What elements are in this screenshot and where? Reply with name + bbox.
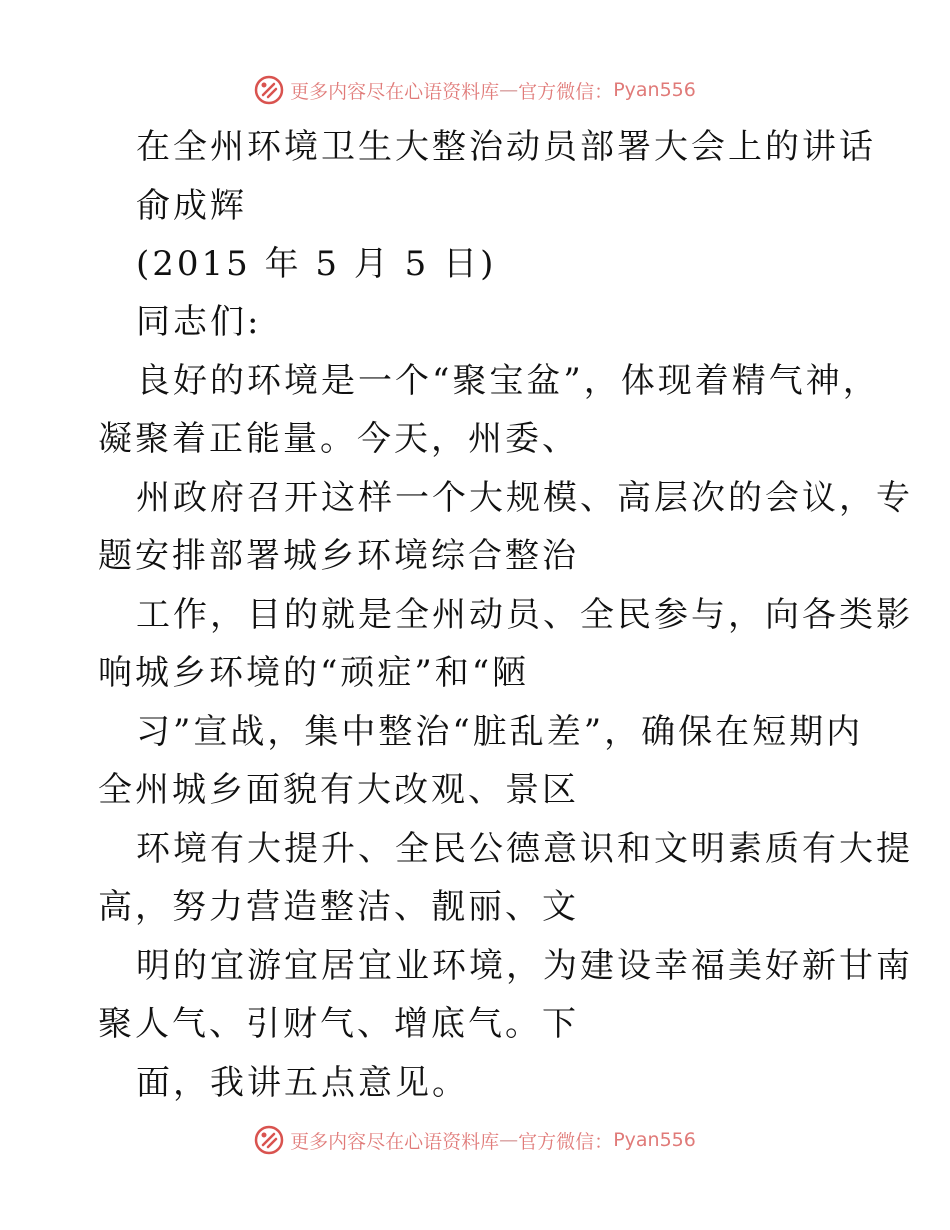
document-title: 在全州环境卫生大整治动员部署大会上的讲话 xyxy=(136,127,876,167)
watermark-account: Pyan556 xyxy=(613,1129,696,1151)
watermark-dash: — xyxy=(499,1129,519,1151)
watermark-official: 官方微信： xyxy=(518,1130,614,1153)
watermark-account: Pyan556 xyxy=(613,79,696,101)
watermark-text: 更多内容尽在心语资料库 xyxy=(290,80,500,103)
watermark-footer xyxy=(0,1122,950,1158)
body-line: 环境有大提升、全民公德意识和文明素质有大提 xyxy=(136,829,913,869)
body-line: 高，努力营造整洁、靓丽、文 xyxy=(98,887,579,927)
watermark-official: 官方微信： xyxy=(518,80,614,103)
body-line: 题安排部署城乡环境综合整治 xyxy=(98,536,579,576)
body-line: 聚人气、引财气、增底气。下 xyxy=(98,1004,579,1044)
watermark-text: 更多内容尽在心语资料库 xyxy=(290,1130,500,1153)
body-line: 面，我讲五点意见。 xyxy=(136,1063,469,1103)
document-salutation: 同志们: xyxy=(136,302,262,342)
body-line: 州政府召开这样一个大规模、高层次的会议，专 xyxy=(136,478,913,518)
watermark-dash: — xyxy=(499,79,519,101)
document-author: 俞成辉 xyxy=(136,186,247,226)
body-line: 良好的环境是一个“聚宝盆”，体现着精气神， xyxy=(136,361,880,401)
brand-logo-icon xyxy=(254,75,284,105)
document-date: (2015 年 5 月 5 日) xyxy=(136,244,497,284)
body-line: 明的宜游宜居宜业环境，为建设幸福美好新甘南 xyxy=(136,946,913,986)
brand-logo-icon xyxy=(254,1125,284,1155)
watermark-header xyxy=(0,72,950,108)
body-line: 工作，目的就是全州动员、全民参与，向各类影 xyxy=(136,595,913,635)
body-line: 全州城乡面貌有大改观、景区 xyxy=(98,770,579,810)
body-line: 凝聚着正能量。今天，州委、 xyxy=(98,419,579,459)
body-line: 响城乡环境的“顽症”和“陋 xyxy=(98,653,530,693)
body-line: 习”宣战，集中整治“脏乱差”，确保在短期内 xyxy=(136,712,864,752)
